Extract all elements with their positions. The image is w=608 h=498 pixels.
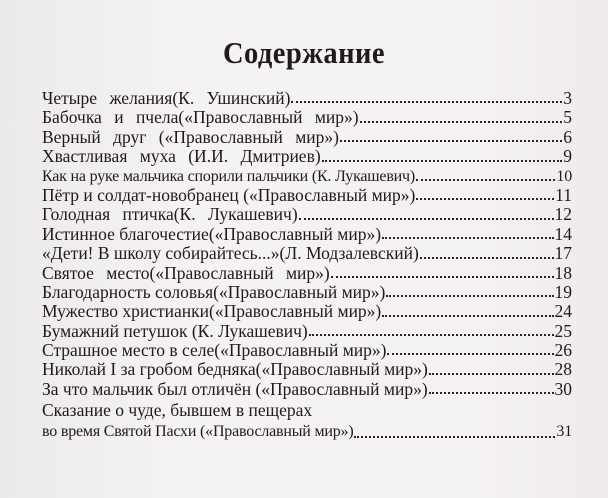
toc-entry: [42, 244, 572, 263]
toc-entry: [42, 322, 572, 341]
toc-entry: [42, 421, 572, 443]
page-title: Содержание: [222, 35, 386, 70]
dot-leader: [354, 435, 555, 438]
toc-entry: [42, 147, 572, 166]
toc-entry: [42, 225, 572, 244]
toc-entry: [42, 186, 572, 205]
toc-entry: [42, 205, 572, 224]
toc-entry: [42, 264, 572, 283]
dot-leader: [420, 256, 554, 259]
toc-entry-title-line1: Сказание о чуде, бывшем в пещерах: [42, 400, 313, 421]
toc-entry-page: 24: [554, 301, 572, 322]
toc-entry-page: 17: [554, 243, 572, 264]
toc-entry: [42, 360, 572, 379]
toc-entry-title: Бабочка и пчела(«Православный мир»): [42, 107, 359, 128]
dot-leader: [322, 159, 563, 162]
toc-entry: [42, 108, 572, 127]
toc-entry-title: За что мальчик был отличён («Православный мир»): [42, 378, 428, 399]
dot-leader: [382, 236, 553, 239]
dot-leader: [416, 178, 555, 181]
dot-leader: [429, 372, 554, 375]
toc-entry-page: 25: [554, 320, 572, 341]
dot-leader: [331, 275, 554, 278]
toc-entry-page: 30: [554, 378, 572, 399]
toc-entry-title: Голодная птичка(К. Лукашевич): [42, 204, 298, 225]
toc-entry-title: Бумажний петушок (К. Лукашевич): [42, 320, 308, 341]
toc-entry-title: Истинное благочестие(«Православный мир»): [42, 223, 382, 244]
dot-leader: [360, 120, 563, 123]
toc-entry-page: 11: [555, 184, 572, 205]
toc-entry-title: Благодарность соловья(«Православный мир»): [42, 281, 386, 302]
toc-entry: [42, 283, 572, 302]
toc-entry-title: Четыре желания(К. Ушинский): [42, 88, 291, 108]
dot-leader: [429, 391, 554, 394]
toc-entry-page: 18: [554, 262, 572, 283]
toc-entry-page: 10: [556, 167, 572, 185]
toc-entry-title: во время Святой Пасхи («Православный мир»): [42, 423, 354, 441]
toc-entry: [42, 302, 572, 321]
table-of-contents: [42, 89, 572, 443]
dot-leader: [340, 139, 562, 142]
dot-leader: [387, 352, 553, 355]
toc-entry-title: Хвастливая муха (И.И. Дмитриев): [42, 146, 321, 167]
toc-entry-title: Пётр и солдат-новобранец («Православный мир»): [42, 184, 416, 205]
toc-entry-title: Николай I за гробом бедняка(«Православный мир»): [42, 359, 428, 380]
toc-entry: [42, 380, 572, 399]
toc-entry-page: 3: [563, 88, 572, 108]
toc-entry: [42, 128, 572, 147]
toc-entry-page: 31: [556, 423, 572, 441]
toc-entry-page: 26: [554, 340, 572, 361]
dot-leader: [309, 333, 554, 336]
toc-entry-page: 5: [563, 107, 572, 128]
toc-entry-page: 28: [554, 359, 572, 380]
toc-entry-page: 14: [554, 223, 572, 244]
toc-entry-title: Страшное место в селе(«Православный мир»): [42, 340, 387, 361]
toc-entry-first-line: [42, 399, 572, 421]
toc-entry-title: Мужество христианки(«Православный мир»): [42, 301, 382, 322]
toc-entry-title: «Дети! В школу собирайтесь...»(Л. Модзалевский): [42, 243, 419, 264]
toc-entry: [42, 167, 572, 186]
toc-entry: [42, 89, 572, 108]
toc-entry-page: 19: [554, 281, 572, 302]
toc-entry: [42, 341, 572, 360]
dot-leader: [299, 217, 554, 220]
toc-entry-title: Верный друг («Православный мир»): [42, 126, 340, 147]
dot-leader: [291, 100, 562, 103]
dot-leader: [382, 314, 553, 317]
toc-entry-page: 9: [563, 146, 572, 167]
dot-leader: [416, 197, 554, 200]
toc-entry-title: Святое место(«Православный мир»): [42, 262, 330, 283]
toc-entry-page: 6: [563, 126, 572, 147]
toc-entry-page: 12: [554, 204, 572, 225]
dot-leader: [386, 294, 553, 297]
toc-entry-title: Как на руке мальчика спорили пальчики (К. Лукашевич): [42, 167, 416, 185]
